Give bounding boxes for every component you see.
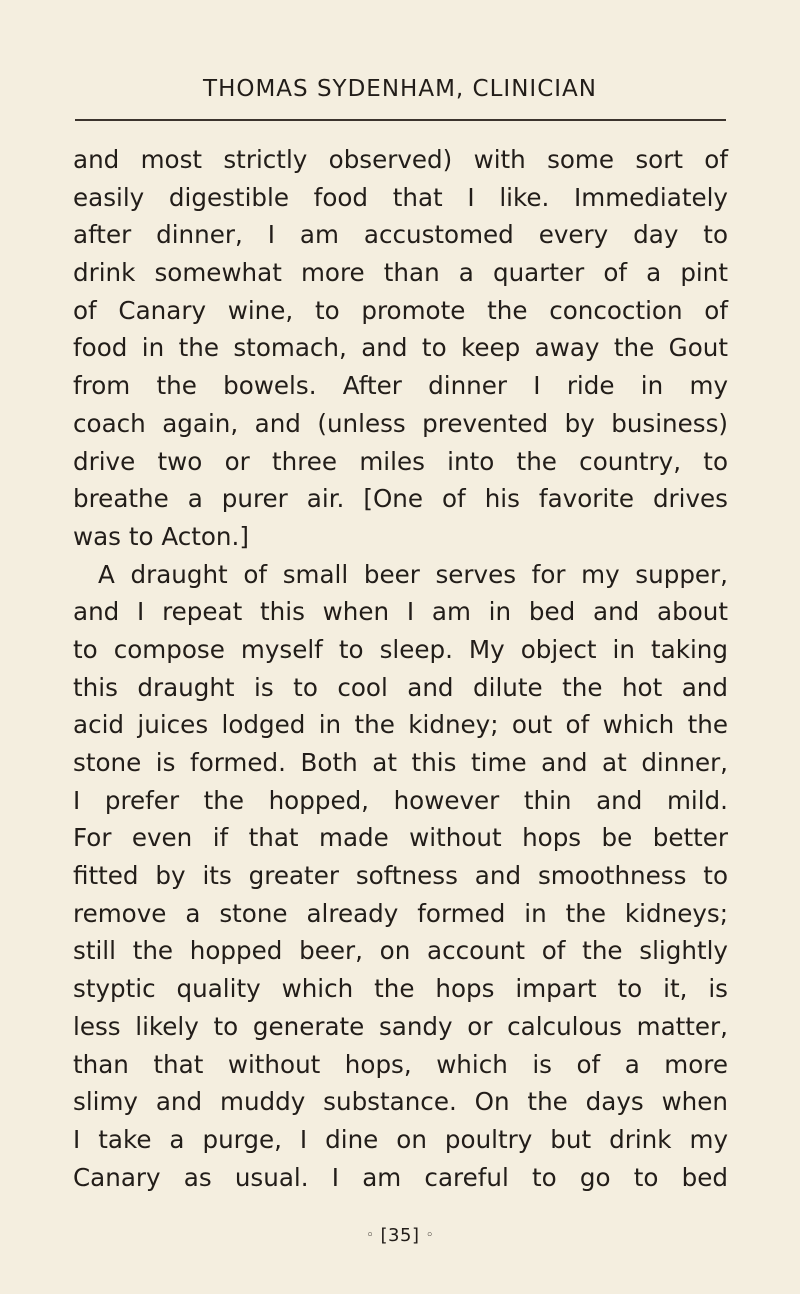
text-line: and most strictly observed) with some sort of <box>73 145 728 174</box>
text-line: was to Acton.] <box>73 521 249 551</box>
text-line: stone is formed. Both at this time and at dinner, <box>73 748 728 777</box>
text-line: less likely to generate sandy or calculous matter, <box>73 1011 728 1041</box>
text-line: after dinner, I am accustomed every day to <box>73 220 728 250</box>
text-line: to compose myself to sleep. My object in taking <box>73 634 728 664</box>
text-line: still the hopped beer, on account of the slightly <box>73 936 728 966</box>
body-text <box>73 141 728 1196</box>
running-head: THOMAS SYDENHAM, CLINICIAN <box>203 76 597 102</box>
text-line: from the bowels. After dinner I ride in my <box>73 371 728 401</box>
text-line: Canary as usual. I am careful to go to bed <box>73 1162 728 1192</box>
header-rule <box>75 119 726 121</box>
text-line: fitted by its greater softness and smoothness to <box>73 861 728 891</box>
ornament-right: ◦ <box>425 1228 434 1243</box>
text-line: coach again, and (unless prevented by business) <box>73 408 728 438</box>
text-line: this draught is to cool and dilute the hot and <box>73 672 728 702</box>
text-line: acid juices lodged in the kidney; out of which the <box>73 710 728 740</box>
page-number-text: [35] <box>380 1225 420 1246</box>
text-line: A draught of small beer serves for my supper, <box>98 559 728 589</box>
ornament-left: ◦ <box>366 1228 375 1243</box>
text-line: For even if that made without hops be better <box>73 823 728 853</box>
text-line: I take a purge, I dine on poultry but drink my <box>73 1124 728 1154</box>
text-line: I prefer the hopped, however thin and mild. <box>73 785 728 815</box>
page-number <box>0 1224 800 1250</box>
text-line: drink somewhat more than a quarter of a pint <box>73 258 728 288</box>
text-line: styptic quality which the hops impart to it, is <box>73 974 728 1004</box>
text-line: than that without hops, which is of a more <box>73 1049 728 1079</box>
text-line: slimy and muddy substance. On the days when <box>73 1087 728 1117</box>
text-line: drive two or three miles into the country, to <box>73 446 728 476</box>
text-line: easily digestible food that I like. Immediately <box>73 182 728 212</box>
text-line: remove a stone already formed in the kidneys; <box>73 898 728 928</box>
text-line: and I repeat this when I am in bed and about <box>73 597 728 627</box>
text-line: of Canary wine, to promote the concoction of <box>73 295 728 325</box>
text-line: food in the stomach, and to keep away the Gout <box>73 333 728 363</box>
text-line: breathe a purer air. [One of his favorite drives <box>73 484 728 514</box>
